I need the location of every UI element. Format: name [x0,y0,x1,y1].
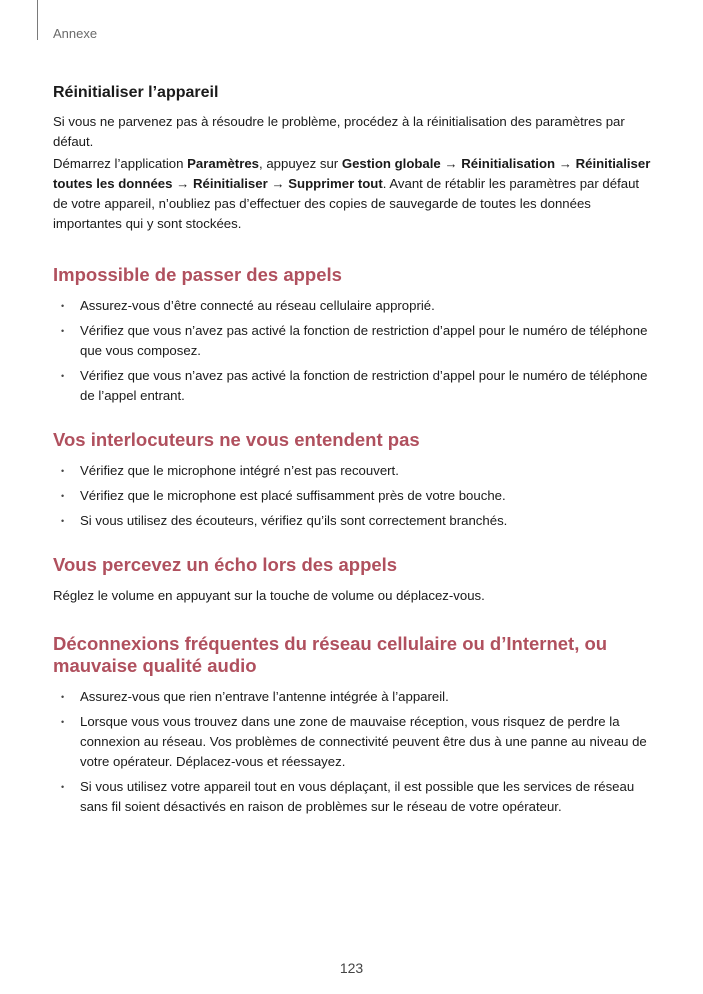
running-head: Annexe [53,26,98,41]
reset-text: Démarrez l’application [53,156,188,171]
echo-paragraph: Réglez le volume en appuyant sur la touche de volume ou déplacez-vous. [53,588,485,603]
list-item: • Vérifiez que vous n’avez pas activé la fonction de restriction d’appel pour le numéro de téléphone que vous composez. [53,321,651,361]
section-title-echo: Vous percevez un écho lors des appels [53,554,398,575]
reset-paragraph-1: Si vous ne parvenez pas à résoudre le problème, procédez à la réinitialisation des paramètres par défaut. [53,114,625,149]
reset-text: , appuyez sur [259,156,342,171]
reset-arrow: → [555,156,576,171]
reset-path-parametres: Paramètres [187,156,259,171]
page-content [53,83,651,822]
list-item: • Assurez-vous que rien n’entrave l’antenne intégrée à l’appareil. [53,687,651,707]
list-item: • Vérifiez que le microphone est placé suffisamment près de votre bouche. [53,486,651,506]
hearing-list [53,461,651,531]
reset-text: . Avant de rétablir les paramètres par défaut de votre appareil, n’oubliez pas d’effectuer des copies de sauvegarde de toutes les données importantes qui y sont stockées. [53,176,640,231]
list-item: • Si vous utilisez des écouteurs, vérifiez qu’ils sont correctement branchés. [53,511,651,531]
reset-arrow: → [172,176,193,191]
reset-path-reinitialisation: Réinitialisation [461,156,556,171]
page-number: 123 [339,960,364,976]
reset-path-supprimer-tout: Supprimer tout [288,176,383,191]
reset-paragraph-2 [53,154,651,234]
reset-path-gestion-globale: Gestion globale [341,156,441,171]
reset-path-reinitialiser-toutes: Réinitialiser toutes les données [53,156,651,191]
section-title-calls: Impossible de passer des appels [53,264,342,285]
reset-path-reinitialiser: Réinitialiser [192,176,268,191]
list-item: • Vérifiez que le microphone intégré n’est pas recouvert. [53,461,651,481]
list-item: • Si vous utilisez votre appareil tout en vous déplaçant, il est possible que les services de réseau sans fil soient désactivés en raison de problèmes sur le réseau de votre opérateur. [53,777,651,817]
list-item: • Assurez-vous d’être connecté au réseau cellulaire approprié. [53,296,651,316]
section-title-hearing: Vos interlocuteurs ne vous entendent pas [53,429,420,450]
reset-arrow: → [267,176,289,191]
reset-arrow: → [440,156,462,171]
list-item: • Lorsque vous vous trouvez dans une zone de mauvaise réception, vous risquez de perdre la connexion au réseau. Vos problèmes de connectivité peuvent être dus à une panne au niveau de votre opérateur. Déplacez-vous et réessayez. [53,712,651,772]
section-title-network: Déconnexions fréquentes du réseau cellulaire ou d’Internet, ou mauvaise qualité audio [53,633,608,676]
list-item: • Vérifiez que vous n’avez pas activé la fonction de restriction d’appel pour le numéro de téléphone de l’appel entrant. [53,366,651,406]
calls-list [53,296,651,406]
section-title-reset: Réinitialiser l’appareil [53,84,219,101]
page-edge-rule [37,0,38,40]
network-list [53,687,651,817]
